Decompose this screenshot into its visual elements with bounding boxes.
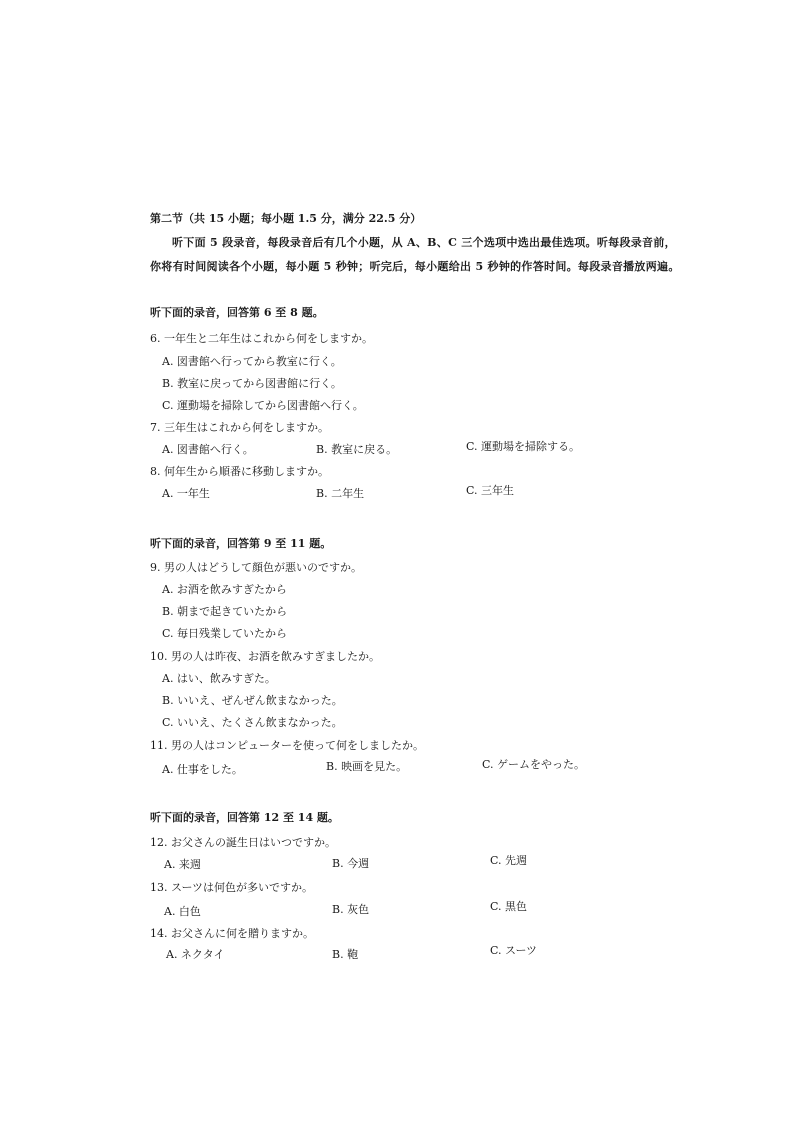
question-11-option-b: B. 映画を見た。 — [326, 760, 408, 773]
group-header: 听下面的录音，回答第 6 至 8 题。 — [150, 306, 324, 319]
section-intro-line-2: 你将有时间阅读各个小题，每小题 5 秒钟；听完后，每小题给出 5 秒钟的作答时间。每段录音播放两遍。 — [150, 260, 680, 273]
question-7-option-b: B. 教室に戻る。 — [316, 443, 398, 456]
question-12-option-a: A. 来週 — [164, 858, 201, 871]
question-6-stem: 6. 一年生と二年生はこれから何をしますか。 — [150, 332, 373, 345]
group-header: 听下面的录音，回答第 9 至 11 题。 — [150, 537, 332, 550]
question-10-option-a: A. はい、飲みすぎた。 — [162, 672, 276, 685]
question-8-option-a: A. 一年生 — [162, 487, 210, 500]
question-8-option-b: B. 二年生 — [316, 487, 365, 500]
question-14-stem: 14. お父さんに何を贈りますか。 — [150, 927, 314, 940]
question-14-option-b: B. 鞄 — [332, 948, 359, 961]
question-11-stem: 11. 男の人はコンピューターを使って何をしましたか。 — [150, 739, 424, 752]
question-7-option-c: C. 運動場を掃除する。 — [466, 440, 581, 453]
question-14-option-c: C. スーツ — [490, 944, 538, 957]
question-7-option-a: A. 図書館へ行く。 — [162, 443, 254, 456]
question-14-option-a: A. ネクタイ — [166, 948, 225, 961]
question-10-stem: 10. 男の人は昨夜、お酒を飲みすぎましたか。 — [150, 650, 380, 663]
question-13-option-c: C. 黒色 — [490, 900, 528, 913]
question-12-option-b: B. 今週 — [332, 857, 370, 870]
question-6-option-c: C. 運動場を掃除してから図書館へ行く。 — [162, 399, 364, 412]
question-7-stem: 7. 三年生はこれから何をしますか。 — [150, 421, 329, 434]
section-title: 第二节（共 15 小题；每小题 1.5 分，满分 22.5 分） — [150, 212, 422, 225]
question-10-option-c: C. いいえ、たくさん飲まなかった。 — [162, 716, 343, 729]
question-12-option-c: C. 先週 — [490, 854, 528, 867]
question-12-stem: 12. お父さんの誕生日はいつですか。 — [150, 836, 336, 849]
question-13-option-b: B. 灰色 — [332, 903, 370, 916]
question-9-stem: 9. 男の人はどうして顔色が悪いのですか。 — [150, 561, 362, 574]
question-8-option-c: C. 三年生 — [466, 484, 515, 497]
question-6-option-a: A. 図書館へ行ってから教室に行く。 — [162, 355, 342, 368]
question-13-option-a: A. 白色 — [164, 905, 201, 918]
question-6-option-b: B. 教室に戻ってから図書館に行く。 — [162, 377, 342, 390]
question-11-option-a: A. 仕事をした。 — [162, 763, 243, 776]
question-8-stem: 8. 何年生から順番に移動しますか。 — [150, 465, 329, 478]
group-header: 听下面的录音，回答第 12 至 14 题。 — [150, 811, 339, 824]
question-9-option-b: B. 朝まで起きていたから — [162, 605, 288, 618]
question-13-stem: 13. スーツは何色が多いですか。 — [150, 881, 313, 894]
section-intro-line-1: 听下面 5 段录音，每段录音后有几个小题，从 A、B、C 三个选项中选出最佳选项。听每段录音前， — [172, 236, 676, 249]
question-9-option-a: A. お酒を飲みすぎたから — [162, 583, 287, 596]
question-10-option-b: B. いいえ、ぜんぜん飲まなかった。 — [162, 694, 343, 707]
question-9-option-c: C. 毎日残業していたから — [162, 627, 288, 640]
question-11-option-c: C. ゲームをやった。 — [482, 758, 586, 771]
